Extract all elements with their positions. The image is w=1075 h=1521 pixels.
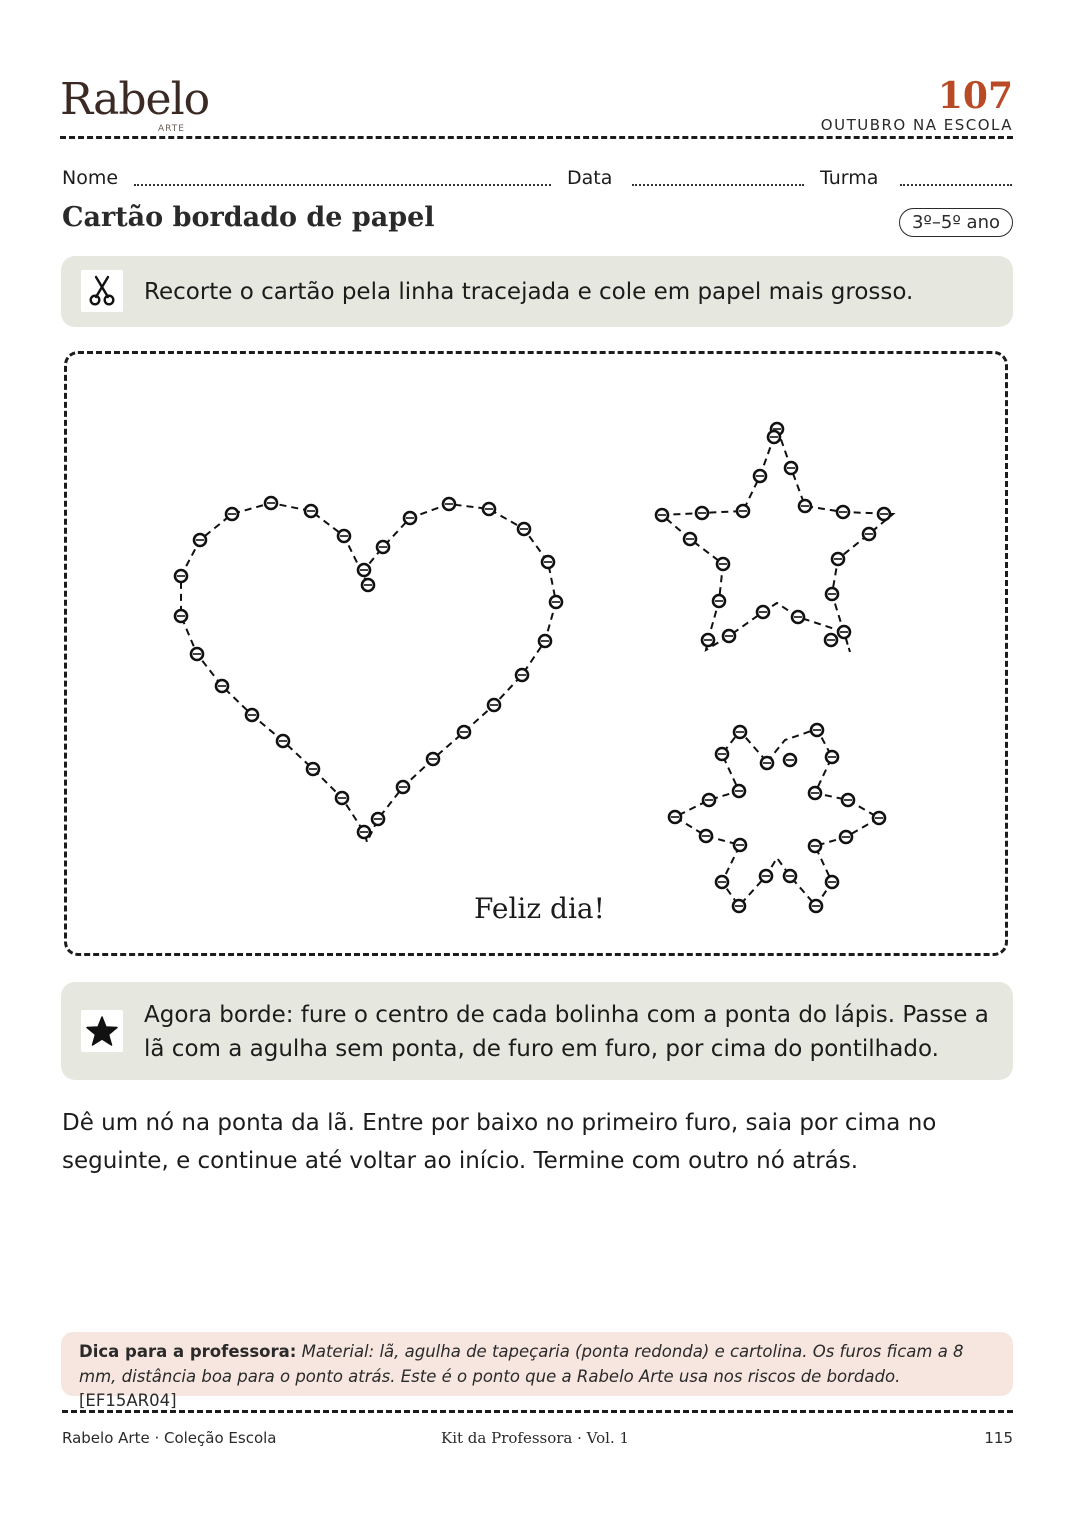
page-number: 107: [937, 75, 1013, 117]
teacher-tip-text: [79, 1340, 993, 1414]
class-label: Turma: [820, 167, 879, 189]
heart-outline: [181, 503, 556, 842]
section-label: OUTUBRO NA ESCOLA: [820, 116, 1013, 134]
activity-title: Cartão bordado de papel: [62, 202, 435, 233]
footer-center: Kit da Professora · Vol. 1: [441, 1429, 630, 1447]
brand-sub: ARTE: [158, 124, 185, 134]
cut-instruction-text: Recorte o cartão pela linha tracejada e cole em papel mais grosso.: [144, 279, 914, 305]
embroider-instruction-text: Agora borde: fure o centro de cada bolinha com a ponta do lápis. Passe a lã com a agulha sem ponta, de furo em furo, por cima do pontilhado.: [144, 1002, 989, 1062]
date-label: Data: [567, 167, 613, 189]
teacher-tip-box: [61, 1332, 1013, 1410]
footer-page: 115: [984, 1429, 1013, 1447]
flower-outline: [675, 729, 879, 906]
tip-code: [EF15AR04]: [79, 1391, 177, 1410]
footer-divider: [62, 1410, 1013, 1413]
heart-shape: [175, 497, 562, 842]
name-label: Nome: [62, 167, 119, 189]
star-icon: [81, 1010, 123, 1052]
tip-label: Dica para a professora:: [79, 1342, 297, 1361]
grade-badge: 3º–5º ano: [899, 208, 1013, 237]
flower-shape: [669, 724, 885, 912]
brand-name: Rabelo: [60, 74, 210, 125]
instructions-paragraph: Dê um nó na ponta da lã. Entre por baixo no primeiro furo, saia por cima no seguinte, e continue até voltar ao início. Termine com outro nó atrás.: [62, 1110, 937, 1174]
card-greeting: Feliz dia!: [474, 892, 605, 925]
star-shape: [656, 423, 893, 652]
embroider-instruction-box: [61, 982, 1013, 1080]
tip-body: Material: lã, agulha de tapeçaria (ponta redonda) e cartolina. Os furos ficam a 8 mm, distância boa para o ponto atrás. Este é o ponto que a Rabelo Arte usa nos riscos de bordado.: [79, 1342, 964, 1386]
footer-left: Rabelo Arte · Coleção Escola: [62, 1429, 277, 1447]
